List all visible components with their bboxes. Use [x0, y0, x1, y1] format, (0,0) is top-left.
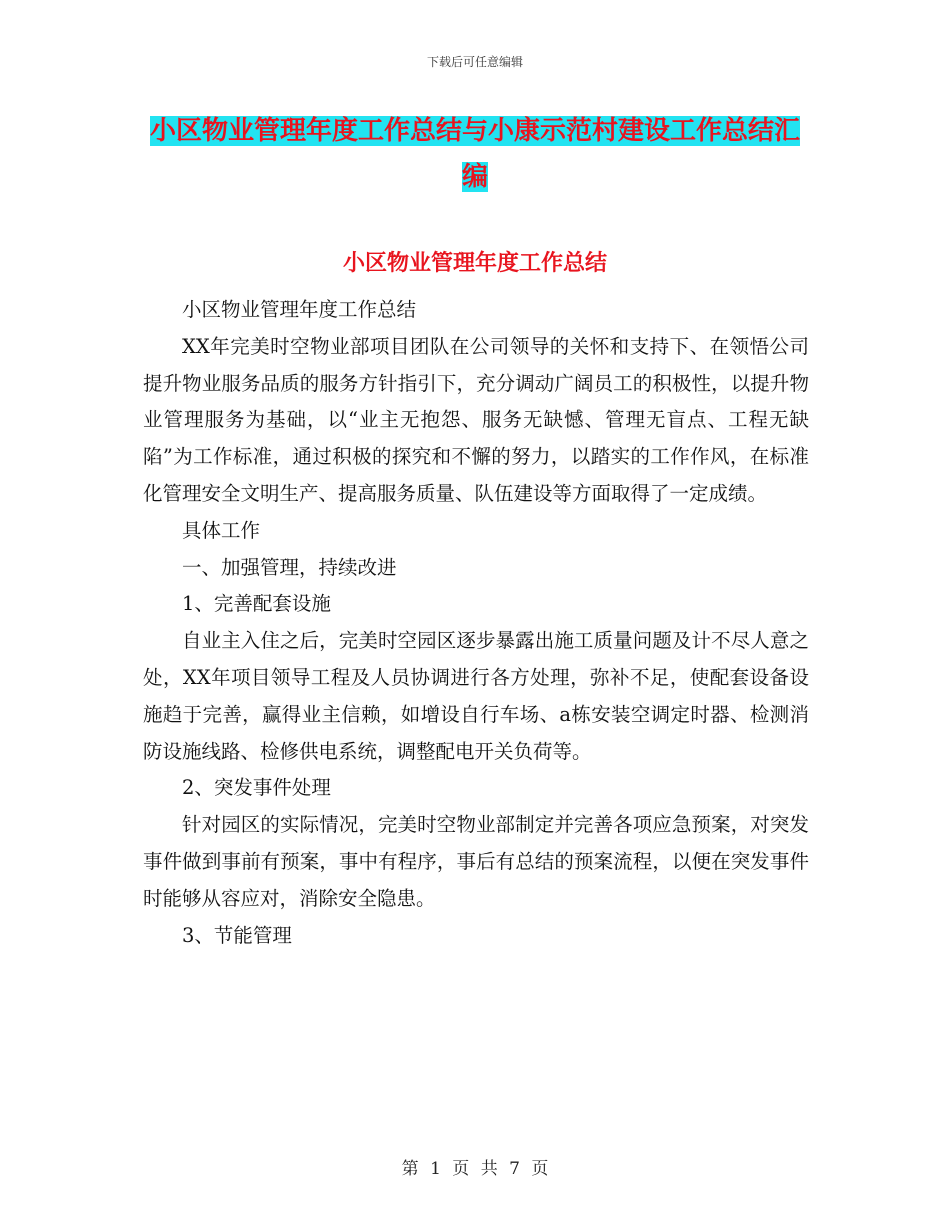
paragraph-subtitle: 小区物业管理年度工作总结: [182, 298, 417, 321]
document-body: [143, 292, 809, 954]
page-number: 第 1 页 共 7 页: [401, 1159, 549, 1179]
page-header-note: 下载后可任意编辑: [426, 55, 523, 69]
section-title: 小区物业管理年度工作总结: [342, 251, 607, 276]
main-title-text: 小区物业管理年度工作总结与小康示范村建设工作总结汇编: [149, 116, 800, 192]
paragraph-heading-specific-work: 具体工作: [182, 518, 261, 542]
paragraph-emergency: 针对园区的实际情况，完美时空物业部制定并完善各项应急预案，对突发事件做到事前有预案，事中有程序，事后有总结的预案流程，以便在突发事件时能够从容应对，消除安全隐患。: [143, 813, 809, 910]
paragraph-intro: XX年完美时空物业部项目团队在公司领导的关怀和支持下、在领悟公司提升物业服务品质的服务方针指引下，充分调动广阔员工的积极性，以提升物业管理服务为基础，以“业主无抱怨、服务无缺憾、管理无盲点、工程无缺陷”为工作标准，通过积极的探究和不懈的努力，以踏实的工作作风，在标准化管理安全文明生产、提高服务质量、队伍建设等方面取得了一定成绩。: [143, 334, 809, 505]
paragraph-heading-facilities: 1、完善配套设施: [182, 592, 331, 616]
paragraph-heading-energy: 3、节能管理: [182, 923, 292, 947]
paragraph-heading-strengthen-management: 一、加强管理，持续改进: [182, 555, 397, 579]
paragraph-facilities: 自业主入住之后，完美时空园区逐步暴露出施工质量问题及计不尽人意之处，XX年项目领导工程及人员协调进行各方处理，弥补不足，使配套设备设施趋于完善，赢得业主信赖，如增设自行车场、a栋安装空调定时器、检测消防设施线路、检修供电系统，调整配电开关负荷等。: [143, 629, 809, 763]
document-main-title: [140, 108, 810, 200]
paragraph-heading-emergency: 2、突发事件处理: [182, 776, 331, 800]
